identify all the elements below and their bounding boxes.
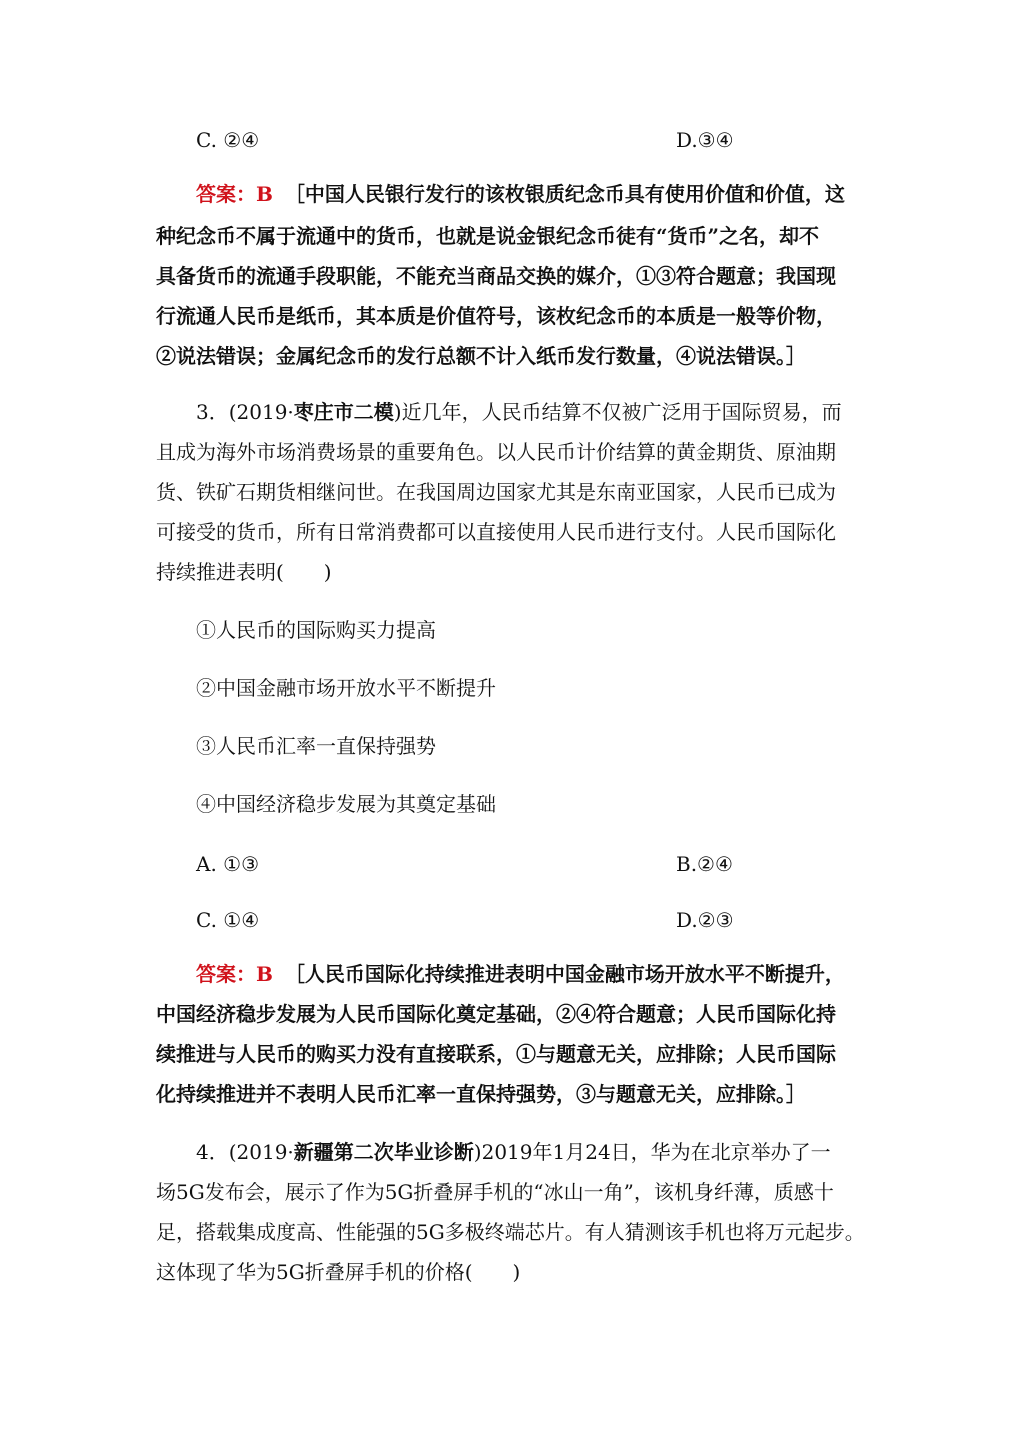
q3-item-2: ②中国金融市场开放水平不断提升 [196, 676, 496, 700]
q3-option-b: B.②④ [676, 852, 733, 876]
q3-option-a: A. ①③ [196, 852, 260, 876]
q3-options-ab [196, 850, 796, 878]
q3-answer-line-1: 答案：B ［人民币国际化持续推进表明中国金融市场开放水平不断提升， [196, 962, 845, 986]
q3-stem-line-1: 3．(2019·枣庄市二模)近几年，人民币结算不仅被广泛用于国际贸易，而 [196, 400, 842, 424]
q4-source: 新疆第二次毕业诊断 [293, 1140, 474, 1164]
q3-source: 枣庄市二模 [293, 400, 394, 424]
q3-answer-label: 答案：B [196, 962, 273, 986]
q3-stem-line-3: 货、铁矿石期货相继问世。在我国周边国家尤其是东南亚国家，人民币已成为 [156, 480, 836, 504]
q2-answer-line-3: 具备货币的流通手段职能，不能充当商品交换的媒介，①③符合题意；我国现 [156, 264, 836, 288]
q2-answer-label: 答案：B [196, 182, 273, 206]
q3-answer-line-2: 中国经济稳步发展为人民币国际化奠定基础，②④符合题意；人民币国际化持 [156, 1002, 836, 1026]
q2-option-d: D.③④ [676, 128, 734, 152]
q3-answer-line-3: 续推进与人民币的购买力没有直接联系，①与题意无关，应排除；人民币国际 [156, 1042, 836, 1066]
q2-answer-line-1: 答案：B ［中国人民银行发行的该枚银质纪念币具有使用价值和价值，这 [196, 182, 845, 206]
q3-stem-line-5: 持续推进表明( ) [156, 560, 332, 584]
q3-item-3: ③人民币汇率一直保持强势 [196, 734, 436, 758]
q2-options-cd [196, 126, 796, 154]
q4-stem-line-3: 足，搭载集成度高、性能强的5G多极终端芯片。有人猜测该手机也将万元起步。 [156, 1220, 865, 1244]
q2-answer-line-5: ②说法错误；金属纪念币的发行总额不计入纸币发行数量，④说法错误。］ [156, 344, 806, 368]
q3-stem-line-2: 且成为海外市场消费场景的重要角色。以人民币计价结算的黄金期货、原油期 [156, 440, 836, 464]
q4-stem-line-1: 4．(2019·新疆第二次毕业诊断)2019年1月24日，华为在北京举办了一 [196, 1140, 831, 1164]
q2-option-c: C. ②④ [196, 128, 260, 152]
q3-item-1: ①人民币的国际购买力提高 [196, 618, 436, 642]
q3-answer-line-4: 化持续推进并不表明人民币汇率一直保持强势，③与题意无关，应排除。］ [156, 1082, 806, 1106]
q2-answer-line-4: 行流通人民币是纸币，其本质是价值符号，该枚纪念币的本质是一般等价物， [156, 304, 836, 328]
q4-stem-line-2: 场5G发布会，展示了作为5G折叠屏手机的“冰山一角”，该机身纤薄，质感十 [156, 1180, 834, 1204]
q4-stem-line-4: 这体现了华为5G折叠屏手机的价格( ) [156, 1260, 521, 1284]
q3-stem-line-4: 可接受的货币，所有日常消费都可以直接使用人民币进行支付。人民币国际化 [156, 520, 836, 544]
q3-options-cd [196, 906, 796, 934]
q4-number: 4．(2019· [196, 1140, 294, 1164]
q3-option-c: C. ①④ [196, 908, 260, 932]
q3-number: 3．(2019· [196, 400, 294, 424]
q2-answer-line-2: 种纪念币不属于流通中的货币，也就是说金银纪念币徒有“货币”之名，却不 [156, 224, 820, 248]
q3-option-d: D.②③ [676, 908, 734, 932]
q3-item-4: ④中国经济稳步发展为其奠定基础 [196, 792, 496, 816]
